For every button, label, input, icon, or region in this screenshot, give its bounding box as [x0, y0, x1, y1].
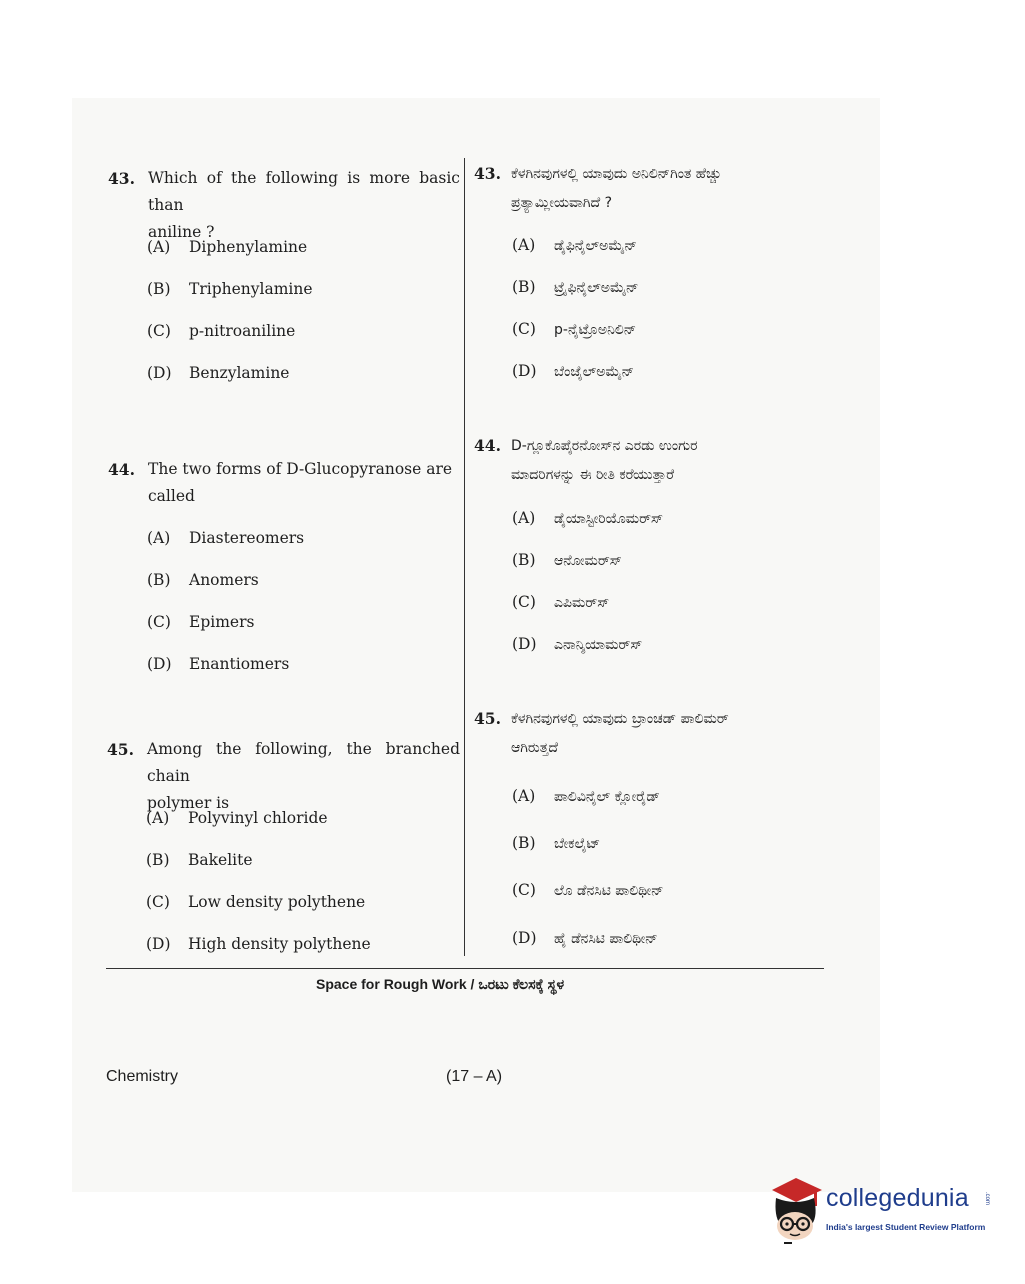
option-44-a-en: (A) Diastereomers	[147, 529, 305, 547]
question-text	[511, 160, 826, 218]
option-45-d-kn: (D) ಹೈ ಡೆನಸಿಟಿ ಪಾಲಿಥೀನ್	[512, 929, 658, 947]
question-text	[147, 736, 460, 817]
option-45-a-en: (A) Polyvinyl chloride	[146, 809, 328, 827]
option-44-c-kn: (C) ಎಪಿಮರ್‌ಸ್	[512, 593, 610, 611]
question-44-kn	[474, 432, 826, 492]
option-43-b-en: (B) Triphenylamine	[147, 280, 313, 298]
question-text	[148, 456, 460, 510]
question-45-kn	[474, 705, 826, 765]
option-45-a-kn: (A) ಪಾಲಿವಿನೈಲ್ ಕ್ಲೋರೈಡ್	[512, 787, 660, 805]
question-43-en	[108, 165, 460, 241]
question-line-2: polymer is	[147, 794, 230, 812]
option-43-a-kn: (A) ಡೈಫಿನೈಲ್‌ಅಮೈನ್	[512, 236, 637, 254]
option-43-d-kn: (D) ಬೆಂಜೈಲ್‌ಅಮೈನ್	[512, 362, 635, 380]
option-44-d-kn: (D) ಎನಾನ್ಶಿಯಾಮರ್‌ಸ್	[512, 635, 643, 653]
question-text	[511, 705, 826, 763]
question-line-1: ಕೆಳಗಿನವುಗಳಲ್ಲಿ ಯಾವುದು ಅನಿಲಿನ್‌ಗಿಂತ ಹೆಚ್ಚು	[511, 166, 722, 182]
option-43-d-en: (D) Benzylamine	[147, 364, 290, 382]
question-line-2: called	[148, 487, 195, 505]
question-line-1: D-ಗ್ಲೂಕೊಪೈರನೋಸ್‌ನ ಎರಡು ಉಂಗುರ	[511, 438, 698, 454]
question-number: 45.	[107, 740, 134, 759]
question-line-2: aniline ?	[148, 223, 215, 241]
option-43-a-en: (A) Diphenylamine	[147, 238, 308, 256]
rough-work-rule	[106, 968, 824, 969]
question-text	[148, 165, 460, 246]
question-number: 44.	[108, 460, 135, 479]
option-43-c-en: (C) p-nitroaniline	[147, 322, 296, 340]
question-line-1: The two forms of D-Glucopyranose are	[148, 460, 453, 478]
question-text	[511, 432, 826, 490]
rough-work-label: Space for Rough Work / ಒರಟು ಕೆಲಸಕ್ಕೆ ಸ್ಥಳ	[316, 976, 565, 992]
option-45-b-en: (B) Bakelite	[146, 851, 253, 869]
question-line-2: ಮಾದರಿಗಳನ್ನು ಈ ರೀತಿ ಕರೆಯುತ್ತಾರೆ	[511, 467, 675, 483]
question-44-en	[108, 456, 460, 516]
question-45-en	[107, 736, 460, 812]
question-line-1: ಕೆಳಗಿನವುಗಳಲ್ಲಿ ಯಾವುದು ಬ್ರಾಂಚಡ್ ಪಾಲಿಮರ್	[511, 711, 729, 727]
logo-domain: .com	[984, 1192, 990, 1206]
footer-page-number: (17 – A)	[446, 1068, 503, 1085]
question-number: 44.	[474, 436, 501, 455]
question-line-2: ಆಗಿರುತ್ತದೆ	[511, 740, 558, 756]
question-line-2: ಪ್ರತ್ಯಾಮ್ಲೀಯವಾಗಿದೆ ?	[511, 195, 613, 211]
option-44-a-kn: (A) ಡೈಯಾಸ್ಟೀರಿಯೊಮರ್‌ಸ್	[512, 509, 664, 527]
option-45-c-en: (C) Low density polythene	[146, 893, 366, 911]
option-44-b-kn: (B) ಆನೋಮರ್‌ಸ್	[512, 551, 622, 569]
option-45-c-kn: (C) ಲೊ ಡೆನಸಿಟಿ ಪಾಲಿಥೀನ್	[512, 881, 664, 899]
logo-wordmark: collegedunia	[826, 1184, 969, 1212]
column-divider	[464, 158, 465, 956]
question-number: 45.	[474, 709, 501, 728]
question-line-1: Among the following, the branched chain	[147, 740, 460, 785]
option-43-c-kn: (C) p-ನೈಟ್ರೊಅನಿಲಿನ್	[512, 320, 637, 338]
option-44-d-en: (D) Enantiomers	[147, 655, 290, 673]
mascot-icon	[766, 1176, 824, 1248]
option-44-c-en: (C) Epimers	[147, 613, 255, 631]
footer-subject: Chemistry	[106, 1068, 179, 1085]
exam-sheet	[72, 98, 880, 1192]
question-number: 43.	[108, 169, 135, 188]
logo-tagline: India's largest Student Review Platform	[826, 1222, 986, 1232]
collegedunia-logo	[766, 1176, 996, 1248]
question-43-kn	[474, 160, 826, 220]
question-number: 43.	[474, 164, 501, 183]
option-45-b-kn: (B) ಬೇಕಲೈಟ್	[512, 834, 601, 852]
option-44-b-en: (B) Anomers	[147, 571, 259, 589]
option-45-d-en: (D) High density polythene	[146, 935, 371, 953]
question-line-1: Which of the following is more basic than	[148, 169, 460, 214]
option-43-b-kn: (B) ಟ್ರೈಫಿನೈಲ್‌ಅಮೈನ್	[512, 278, 639, 296]
